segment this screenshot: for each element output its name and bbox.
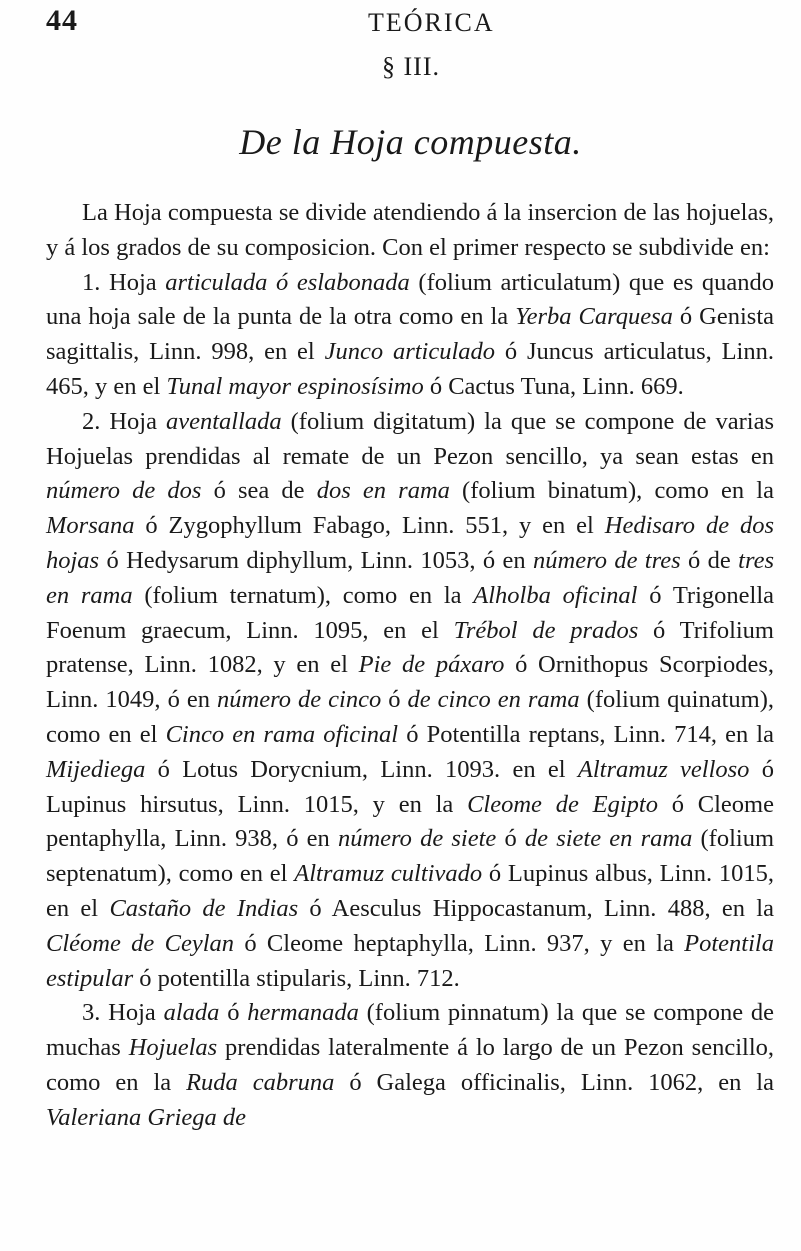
text-run: ó Trigonella Foenum graecum, Linn. 1095, en el [46,581,774,644]
page-header [0,2,801,52]
running-head: TEÓRICA [368,8,495,37]
italic-term: número de siete [337,825,497,853]
text-run: ó Ornithopus Scorpiodes, Linn. 1049, ó en [46,651,775,714]
italic-term: Yerba Carquesa [515,303,673,331]
text-run: prendidas lateralmente á lo largo de un Pezon sencillo, como en la [46,1034,775,1096]
italic-term: Junco articulado [324,338,496,366]
text-run: ó Lupinus albus, Linn. 1015, en el [46,860,774,922]
page-number: 44 [46,4,78,37]
text-run: ó Galega officinalis, Linn. 1062, en la [334,1068,774,1096]
text-run: (folium digitatum) la que se compone de varias Hojuelas prendidas al remate de un Pezon sencillo, ya sean estas en [46,407,775,470]
text-run: ó Cactus Tuna, Linn. 669. [423,372,684,400]
italic-term: Alholba oficinal [473,581,638,609]
italic-term: Cleome de Egipto [467,790,658,818]
text-run: ó Trifolium pratense, Linn. 1082, y en el [46,616,774,679]
italic-term: Hedisaro de dos hojas [46,512,774,574]
text-run: ó [219,999,248,1027]
italic-term: Valeriana Griega de [46,1103,247,1131]
text-run: (folium articulatum) que es quando una hoja sale de la punta de la otra como en la [46,268,775,331]
text-run: ó de [680,546,739,574]
italic-term: Hojuelas [128,1034,218,1062]
italic-term: de siete en rama [524,825,693,853]
section-number: § III. [382,52,440,81]
italic-term: articulada ó eslabonada [165,268,410,296]
italic-term: tres en rama [46,546,774,609]
italic-term: número de dos [46,477,202,505]
italic-term: Altramuz velloso [577,755,750,783]
text-run: ó Zygophyllum Fabago, Linn. 551, y en el [134,512,605,540]
text-run: ó Potentilla reptans, Linn. 714, en la [398,720,774,748]
text-run: ó [496,825,525,853]
italic-term: Pie de páxaro [358,651,505,679]
text-run: (folium binatum), como en la [449,477,774,505]
italic-term: Ruda cabruna [186,1068,335,1096]
italic-term: Cléome de Ceylan [46,929,235,957]
italic-term: Castaño de Indias [109,894,299,922]
italic-term: dos en rama [316,477,450,505]
italic-term: Trébol de prados [453,616,639,644]
text-run: ó potentilla stipularis, Linn. 712. [133,964,460,992]
text-run: ó sea de [201,477,317,505]
body-text [46,196,774,1136]
italic-term: número de cinco [217,686,382,714]
text-run: ó Lupinus hirsutus, Linn. 1015, y en la [46,755,774,818]
paragraph-intro [46,196,774,266]
italic-term: Potentila estipular [46,929,774,992]
text-run: (folium pinnatum) la que se compone de muchas [46,999,775,1062]
paragraph-item-1 [46,266,774,405]
italic-term: número de tres [533,546,681,574]
text-run: La Hoja compuesta se divide atendiendo á la insercion de las hojuelas, y á los grados de su composicion. Con el primer respecto se subdivide en: [46,199,774,261]
text-run: ó Cleome heptaphylla, Linn. 937, y en la [234,929,685,957]
paragraph-item-2 [46,405,774,997]
italic-term: Cinco en rama oficinal [165,720,399,748]
italic-term: de cinco en rama [407,686,580,714]
paragraph-item-3 [46,996,774,1135]
text-run: ó Cleome pentaphylla, Linn. 938, ó en [46,790,774,853]
italic-term: Mijediega [46,755,146,783]
text-run: ó Hedysarum diphyllum, Linn. 1053, ó en [99,546,533,574]
text-run: ó Lotus Dorycnium, Linn. 1093. en el [145,755,578,783]
section-title: De la Hoja compuesta. [239,122,582,162]
text-run: ó [381,686,408,714]
italic-term: Tunal mayor espinosísimo [166,372,424,400]
text-run: ó Aesculus Hippocastanum, Linn. 488, en la [298,894,774,922]
italic-term: Altramuz cultivado [294,860,483,888]
italic-term: Morsana [46,512,135,540]
text-run: (folium septenatum), como en el [46,825,774,888]
text-run: 3. Hoja [82,999,164,1027]
text-run: (folium quinatum), como en el [46,686,775,748]
italic-term: alada [163,999,220,1027]
text-run: ó Genista sagittalis, Linn. 998, en el [46,303,775,366]
text-run: ó Juncus articulatus, Linn. 465, y en el [46,338,774,400]
italic-term: hermanada [247,999,359,1027]
text-run: 1. Hoja [82,268,166,296]
text-run: 2. Hoja [82,407,166,435]
italic-term: aventallada [165,407,282,435]
text-run: (folium ternatum), como en la [132,581,474,609]
